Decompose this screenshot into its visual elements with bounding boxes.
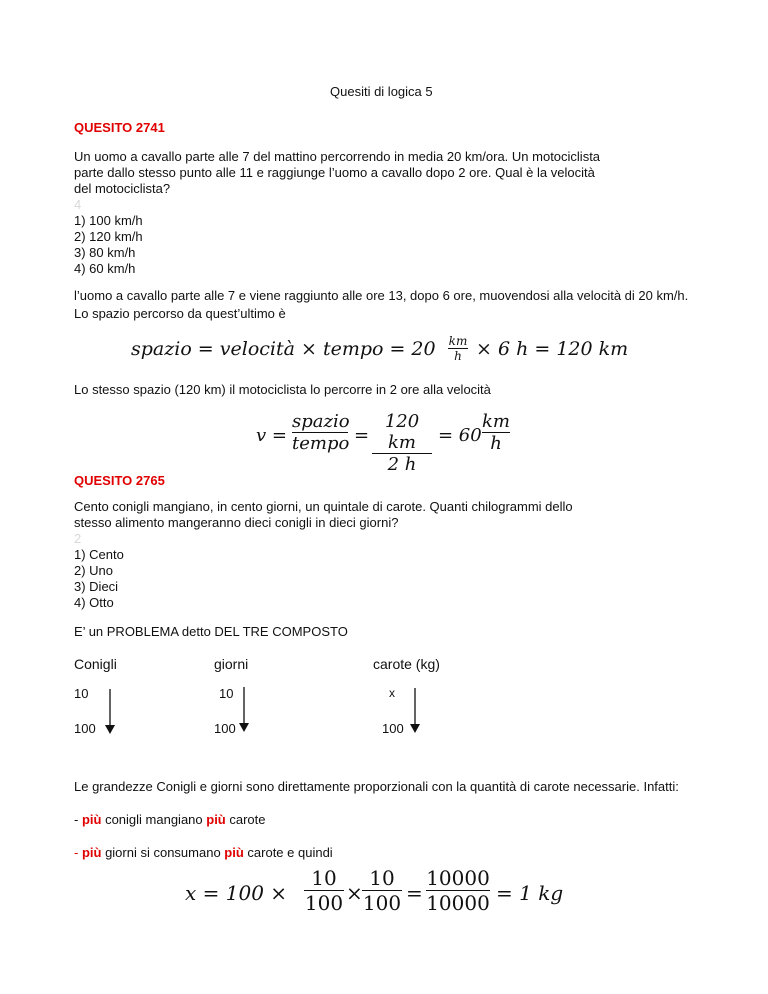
eq3-result: = 1 kg (496, 881, 564, 905)
eq1-fraction (448, 334, 468, 363)
table-cell: 10 (74, 686, 89, 701)
eq2-fraction-unit (482, 411, 510, 454)
option-item: 3) 80 km/h (74, 245, 136, 260)
eq1-frac-den: h (454, 349, 462, 363)
explanation-line: Lo stesso spazio (120 km) il motociclista lo percorre in 2 ore alla velocità (74, 382, 491, 397)
emphasis-word: più (81, 845, 102, 860)
eq2-result: = 60 (438, 425, 482, 446)
arrow-down-icon (409, 688, 421, 734)
emphasis-word: più (206, 812, 226, 827)
eq3-f1-num: 10 (311, 866, 337, 890)
eq3-equals: = (406, 881, 423, 905)
eq1-rhs: × 6 h = 120 km (476, 338, 629, 360)
problem-label: E’ un PROBLEMA detto DEL TRE COMPOSTO (74, 624, 348, 639)
option-item: 2) 120 km/h (74, 229, 143, 244)
eq2-f2-num: 120 km (384, 411, 420, 453)
option-item: 3) Dieci (74, 579, 119, 594)
eq3-f2-den: 100 (362, 891, 402, 915)
option-item: 2) Uno (74, 563, 114, 578)
question-text-2765 (74, 499, 573, 611)
question-text-2741 (74, 149, 600, 277)
arrow-down-icon (104, 689, 116, 735)
eq3-fraction-3 (426, 866, 490, 915)
eq3-fraction-1 (304, 866, 344, 915)
eq2-fraction-values (372, 411, 432, 475)
explanation-line: Lo spazio percorso da quest’ultimo è (74, 306, 286, 321)
table-cell: 100 (74, 721, 96, 736)
eq3-f3-num: 10000 (426, 866, 490, 890)
question-line: Un uomo a cavallo parte alle 7 del mattino percorrendo in media 20 km/ora. Un motociclista (74, 149, 601, 164)
table-cell: 10 (219, 686, 234, 701)
bullet-dash: - (74, 845, 82, 860)
eq1-frac-num: km (448, 334, 468, 348)
eq3-lhs: x = 100 × (185, 881, 288, 905)
eq2-f2-den: 2 h (387, 454, 417, 475)
option-item: 1) Cento (74, 547, 124, 562)
eq3-times: × (346, 881, 363, 905)
question-line: parte dallo stesso punto alle 11 e raggiunge l’uomo a cavallo dopo 2 ore. Qual è la velocità (74, 165, 595, 180)
option-item: 4) 60 km/h (74, 261, 136, 276)
bullet-text: conigli mangiano (101, 812, 207, 827)
proportionality-line: Le grandezze Conigli e giorni sono direttamente proporzionali con la quantità di carote necessarie. Infatti: (74, 779, 679, 794)
eq2-f3-num: km (482, 411, 510, 432)
table-cell: x (389, 686, 395, 700)
equation-speed-space (131, 338, 436, 360)
eq2-f1-num: spazio (292, 411, 350, 432)
question-line: Cento conigli mangiano, in cento giorni, un quintale di carote. Quanti chilogrammi dello (74, 499, 573, 514)
eq3-f2-num: 10 (369, 866, 395, 890)
eq3-f1-den: 100 (304, 891, 344, 915)
bullet-line (74, 812, 266, 827)
answer-key: 4 (74, 197, 82, 212)
eq3-fraction-2 (362, 866, 402, 915)
eq2-v: v = (256, 425, 287, 446)
table-header-carote: carote (kg) (373, 656, 440, 672)
answer-key: 2 (74, 531, 82, 546)
page-title: Quesiti di logica 5 (330, 84, 433, 99)
eq2-fraction-space-time (292, 411, 348, 454)
bullet-line (74, 845, 333, 860)
question-heading-2741: QUESITO 2741 (74, 120, 165, 135)
emphasis-word: più (224, 845, 244, 860)
question-heading-2765: QUESITO 2765 (74, 473, 165, 488)
question-line: stesso alimento mangeranno dieci conigli in dieci giorni? (74, 515, 399, 530)
bullet-text: carote (225, 812, 266, 827)
table-cell: 100 (382, 721, 404, 736)
table-header-giorni: giorni (214, 656, 249, 672)
bullet-text: giorni si consumano (101, 845, 225, 860)
arrow-down-icon (238, 687, 250, 733)
eq2-f3-den: h (490, 433, 502, 454)
emphasis-word: più (81, 812, 102, 827)
eq2-f1-den: tempo (292, 433, 350, 454)
eq2-equals: = (354, 425, 370, 446)
option-item: 1) 100 km/h (74, 213, 143, 228)
eq1-lhs: spazio = velocità × tempo = 20 (131, 338, 436, 360)
question-line: del motociclista? (74, 181, 171, 196)
table-cell: 100 (214, 721, 236, 736)
eq3-f3-den: 10000 (426, 891, 490, 915)
option-item: 4) Otto (74, 595, 114, 610)
explanation-line: l’uomo a cavallo parte alle 7 e viene raggiunto alle ore 13, dopo 6 ore, muovendosi alla velocità di 20 km/h. (74, 288, 689, 303)
bullet-text: carote e quindi (243, 845, 333, 860)
table-header-conigli: Conigli (74, 656, 117, 672)
bullet-dash: - (74, 812, 82, 827)
